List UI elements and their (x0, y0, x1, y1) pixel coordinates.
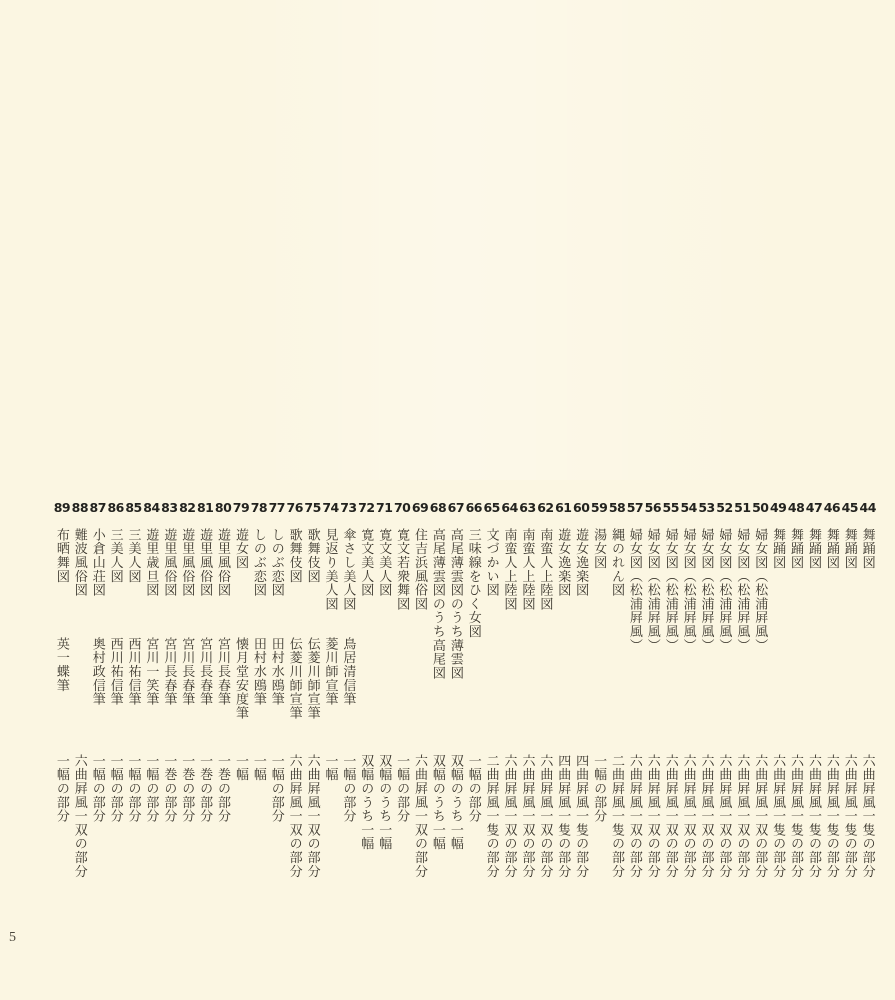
entry-format: 六曲屛風一双の部分 (627, 754, 643, 879)
entry-number: 52 (716, 500, 733, 515)
entry-title: 遊女逸楽図 (556, 528, 572, 597)
entry-title: 遊里風俗図 (180, 528, 196, 597)
catalog-entry (644, 500, 662, 970)
entry-title: 高尾薄雲図のうち高尾図 (430, 528, 446, 680)
catalog-entry (357, 500, 375, 970)
catalog-entry (698, 500, 716, 970)
entry-title: 婦女図（松浦屛風） (717, 528, 733, 653)
entry-title: 舞踊図 (842, 528, 858, 570)
entry-title: 婦女図（松浦屛風） (735, 528, 751, 653)
entry-title: 舞踊図 (824, 528, 840, 570)
entry-title: 縄のれん図 (609, 528, 625, 597)
catalog-entry (196, 500, 214, 970)
entry-format: 六曲屛風一隻の部分 (789, 754, 805, 879)
entry-title: 遊里歳旦図 (144, 528, 160, 597)
catalog-entry (554, 500, 572, 970)
entry-format: 一幅の部分 (126, 754, 142, 823)
entry-number: 60 (573, 500, 590, 515)
catalog-entry (626, 500, 644, 970)
catalog-entry (501, 500, 519, 970)
entry-title: 高尾薄雲図のうち薄雲図 (448, 528, 464, 680)
catalog-entry (214, 500, 232, 970)
entry-title: 舞踊図 (806, 528, 822, 570)
entry-title: 歌舞伎図 (305, 528, 321, 584)
catalog-entry (250, 500, 268, 970)
entry-format: 六曲屛風一双の部分 (502, 754, 518, 879)
entry-number: 58 (608, 500, 626, 515)
scan-sheen (230, 0, 790, 480)
catalog-entry (268, 500, 286, 970)
catalog-entry (411, 500, 429, 970)
entry-title: 住吉浜風俗図 (413, 528, 429, 611)
entry-format: 一巻の部分 (216, 754, 232, 823)
entry-format: 六曲屛風一双の部分 (735, 754, 751, 879)
catalog-entry (519, 500, 537, 970)
entry-number: 85 (125, 500, 142, 515)
catalog-entry (662, 500, 680, 970)
entry-format: 六曲屛風一双の部分 (663, 754, 679, 879)
catalog-entry (608, 500, 626, 970)
entry-artist: 宮川一笑筆 (144, 637, 160, 706)
entry-title: 歌舞伎図 (287, 528, 303, 584)
entry-format: 六曲屛風一双の部分 (520, 754, 536, 879)
catalog-entry (536, 500, 554, 970)
entry-title: 南蛮人上陸図 (538, 528, 554, 611)
entry-artist: 英一蝶筆 (54, 637, 70, 693)
entry-artist: 田村水鴎筆 (269, 637, 285, 706)
entry-number: 72 (358, 500, 375, 515)
catalog-entry (590, 500, 608, 970)
entry-title: 舞踊図 (789, 528, 805, 570)
entry-artist: 宮川長春筆 (180, 637, 196, 706)
entry-number: 81 (196, 500, 214, 515)
entry-artist: 西川祐信筆 (126, 637, 142, 706)
entry-number: 84 (143, 500, 160, 515)
entry-format: 四曲屛風一隻の部分 (574, 754, 590, 879)
entry-artist: 西川祐信筆 (108, 637, 124, 706)
catalog-entry (769, 500, 787, 970)
entry-number: 57 (626, 500, 644, 515)
entry-number: 54 (680, 500, 697, 515)
catalog-entry (232, 500, 250, 970)
entry-title: 舞踊図 (771, 528, 787, 570)
entry-number: 44 (859, 500, 876, 515)
entry-number: 64 (501, 500, 518, 515)
entry-title: 見返り美人図 (323, 528, 339, 611)
entry-format: 一幅の部分 (466, 754, 482, 823)
catalog-entry (465, 500, 483, 970)
entry-title: 遊里風俗図 (216, 528, 232, 597)
entry-format: 六曲屛風一隻の部分 (824, 754, 840, 879)
entry-number: 56 (644, 500, 662, 515)
catalog-entry (375, 500, 393, 970)
entry-title: しのぶ恋図 (269, 528, 285, 597)
entry-number: 50 (752, 500, 769, 515)
entry-number: 75 (304, 500, 321, 515)
entry-number: 66 (465, 500, 482, 515)
entry-title: 婦女図（松浦屛風） (627, 528, 643, 653)
entry-number: 88 (71, 500, 89, 515)
catalog-entry (53, 500, 71, 970)
entry-number: 45 (841, 500, 859, 515)
entry-number: 87 (89, 500, 106, 515)
entry-format: 双幅のうち一幅 (377, 754, 393, 851)
entry-format: 一幅の部分 (269, 754, 285, 823)
entry-format: 一幅の部分 (395, 754, 411, 823)
catalog-entry (286, 500, 304, 970)
entry-format: 六曲屛風一隻の部分 (806, 754, 822, 879)
entry-number: 47 (805, 500, 823, 515)
entry-number: 48 (787, 500, 805, 515)
entry-number: 46 (823, 500, 841, 515)
catalog-entry (107, 500, 125, 970)
entry-number: 59 (590, 500, 608, 515)
catalog-entry-list (53, 500, 877, 970)
entry-number: 77 (268, 500, 286, 515)
catalog-entry (751, 500, 769, 970)
entry-format: 六曲屛風一双の部分 (305, 754, 321, 879)
entry-title: 三味線をひく女図 (466, 528, 482, 639)
entry-title: 寛文美人図 (377, 528, 393, 597)
entry-title: 傘さし美人図 (341, 528, 357, 611)
entry-title: 南蛮人上陸図 (520, 528, 536, 611)
entry-format: 一幅の部分 (592, 754, 608, 823)
entry-format: 一幅の部分 (341, 754, 357, 823)
entry-number: 78 (250, 500, 268, 515)
entry-format: 六曲屛風一隻の部分 (771, 754, 787, 879)
entry-format: 一巻の部分 (162, 754, 178, 823)
catalog-entry (572, 500, 590, 970)
catalog-entry (304, 500, 322, 970)
entry-title: 三美人図 (126, 528, 142, 584)
catalog-entry (447, 500, 465, 970)
entry-title: 湯女図 (592, 528, 608, 570)
entry-format: 六曲屛風一双の部分 (681, 754, 697, 879)
catalog-entry (178, 500, 196, 970)
entry-number: 65 (483, 500, 500, 515)
entry-title: 婦女図（松浦屛風） (663, 528, 679, 653)
entry-title: 布晒舞図 (54, 528, 70, 584)
entry-title: 小倉山荘図 (90, 528, 106, 597)
entry-format: 六曲屛風一双の部分 (72, 754, 88, 879)
catalog-entry (89, 500, 107, 970)
entry-format: 一幅 (233, 754, 249, 782)
entry-number: 76 (286, 500, 303, 515)
catalog-entry (160, 500, 178, 970)
catalog-entry (787, 500, 805, 970)
entry-format: 双幅のうち一幅 (359, 754, 375, 851)
entry-title: 婦女図（松浦屛風） (645, 528, 661, 653)
catalog-entry (71, 500, 89, 970)
entry-title: 三美人図 (108, 528, 124, 584)
entry-number: 55 (662, 500, 679, 515)
entry-number: 53 (698, 500, 715, 515)
entry-format: 六曲屛風一隻の部分 (842, 754, 858, 879)
entry-format: 六曲屛風一双の部分 (753, 754, 769, 879)
entry-format: 四曲屛風一隻の部分 (556, 754, 572, 879)
entry-title: 難波風俗図 (72, 528, 88, 597)
entry-number: 61 (555, 500, 572, 515)
entry-format: 六曲屛風一双の部分 (699, 754, 715, 879)
entry-number: 82 (179, 500, 196, 515)
entry-number: 70 (393, 500, 411, 515)
entry-title: 婦女図（松浦屛風） (681, 528, 697, 653)
catalog-entry (805, 500, 823, 970)
catalog-entry (823, 500, 841, 970)
entry-title: 遊里風俗図 (198, 528, 214, 597)
entry-format: 一幅の部分 (90, 754, 106, 823)
catalog-entry (680, 500, 698, 970)
entry-number: 63 (519, 500, 536, 515)
entry-format: 六曲屛風一双の部分 (645, 754, 661, 879)
entry-title: 舞踊図 (860, 528, 876, 570)
entry-number: 79 (232, 500, 250, 515)
entry-title: 遊里風俗図 (162, 528, 178, 597)
catalog-entry (125, 500, 143, 970)
entry-artist: 菱川師宣筆 (323, 637, 339, 706)
entry-number: 86 (107, 500, 124, 515)
entry-format: 六曲屛風一双の部分 (287, 754, 303, 879)
catalog-entry (841, 500, 859, 970)
entry-artist: 田村水鴎筆 (251, 637, 267, 706)
entry-format: 二曲屛風一隻の部分 (609, 754, 625, 879)
catalog-entry (733, 500, 751, 970)
entry-artist: 奥村政信筆 (90, 637, 106, 706)
entry-title: 南蛮人上陸図 (502, 528, 518, 611)
entry-title: 婦女図（松浦屛風） (699, 528, 715, 653)
entry-format: 一幅の部分 (144, 754, 160, 823)
catalog-entry (429, 500, 447, 970)
entry-format: 六曲屛風一双の部分 (413, 754, 429, 879)
entry-number: 89 (53, 500, 71, 515)
entry-format: 双幅のうち一幅 (430, 754, 446, 851)
entry-format: 一幅の部分 (54, 754, 70, 823)
entry-number: 73 (340, 500, 357, 515)
entry-format: 一幅の部分 (108, 754, 124, 823)
entry-title: 遊女図 (233, 528, 249, 570)
entry-format: 六曲屛風一双の部分 (538, 754, 554, 879)
entry-title: 婦女図（松浦屛風） (753, 528, 769, 653)
catalog-entry (340, 500, 358, 970)
entry-number: 80 (214, 500, 232, 515)
catalog-entry (393, 500, 411, 970)
entry-format: 六曲屛風一隻の部分 (860, 754, 876, 879)
entry-artist: 懐月堂安度筆 (233, 637, 249, 720)
entry-number: 51 (734, 500, 751, 515)
entry-number: 67 (447, 500, 465, 515)
entry-artist: 伝菱川師宣筆 (287, 637, 303, 720)
catalog-entry (716, 500, 734, 970)
entry-artist: 宮川長春筆 (216, 637, 232, 706)
entry-title: 寛文若衆舞図 (395, 528, 411, 611)
entry-number: 71 (376, 500, 393, 515)
entry-format: 一巻の部分 (180, 754, 196, 823)
entry-title: 寛文美人図 (359, 528, 375, 597)
catalog-entry (143, 500, 161, 970)
entry-title: しのぶ恋図 (251, 528, 267, 597)
entry-number: 49 (769, 500, 787, 515)
entry-artist: 伝菱川師宣筆 (305, 637, 321, 720)
entry-format: 一巻の部分 (198, 754, 214, 823)
catalog-entry (859, 500, 877, 970)
entry-format: 一幅 (251, 754, 267, 782)
catalog-entry (483, 500, 501, 970)
entry-number: 83 (161, 500, 178, 515)
entry-artist: 宮川長春筆 (162, 637, 178, 706)
entry-number: 68 (429, 500, 447, 515)
entry-number: 62 (537, 500, 554, 515)
entry-title: 遊女逸楽図 (574, 528, 590, 597)
entry-number: 74 (322, 500, 339, 515)
catalog-entry (322, 500, 340, 970)
page-number: 5 (9, 930, 16, 945)
entry-format: 一幅 (323, 754, 339, 782)
entry-format: 双幅のうち一幅 (448, 754, 464, 851)
entry-format: 六曲屛風一双の部分 (717, 754, 733, 879)
entry-artist: 鳥居清信筆 (341, 637, 357, 706)
entry-artist: 宮川長春筆 (198, 637, 214, 706)
entry-number: 69 (411, 500, 429, 515)
entry-format: 二曲屛風一隻の部分 (484, 754, 500, 879)
entry-title: 文づかい図 (484, 528, 500, 597)
